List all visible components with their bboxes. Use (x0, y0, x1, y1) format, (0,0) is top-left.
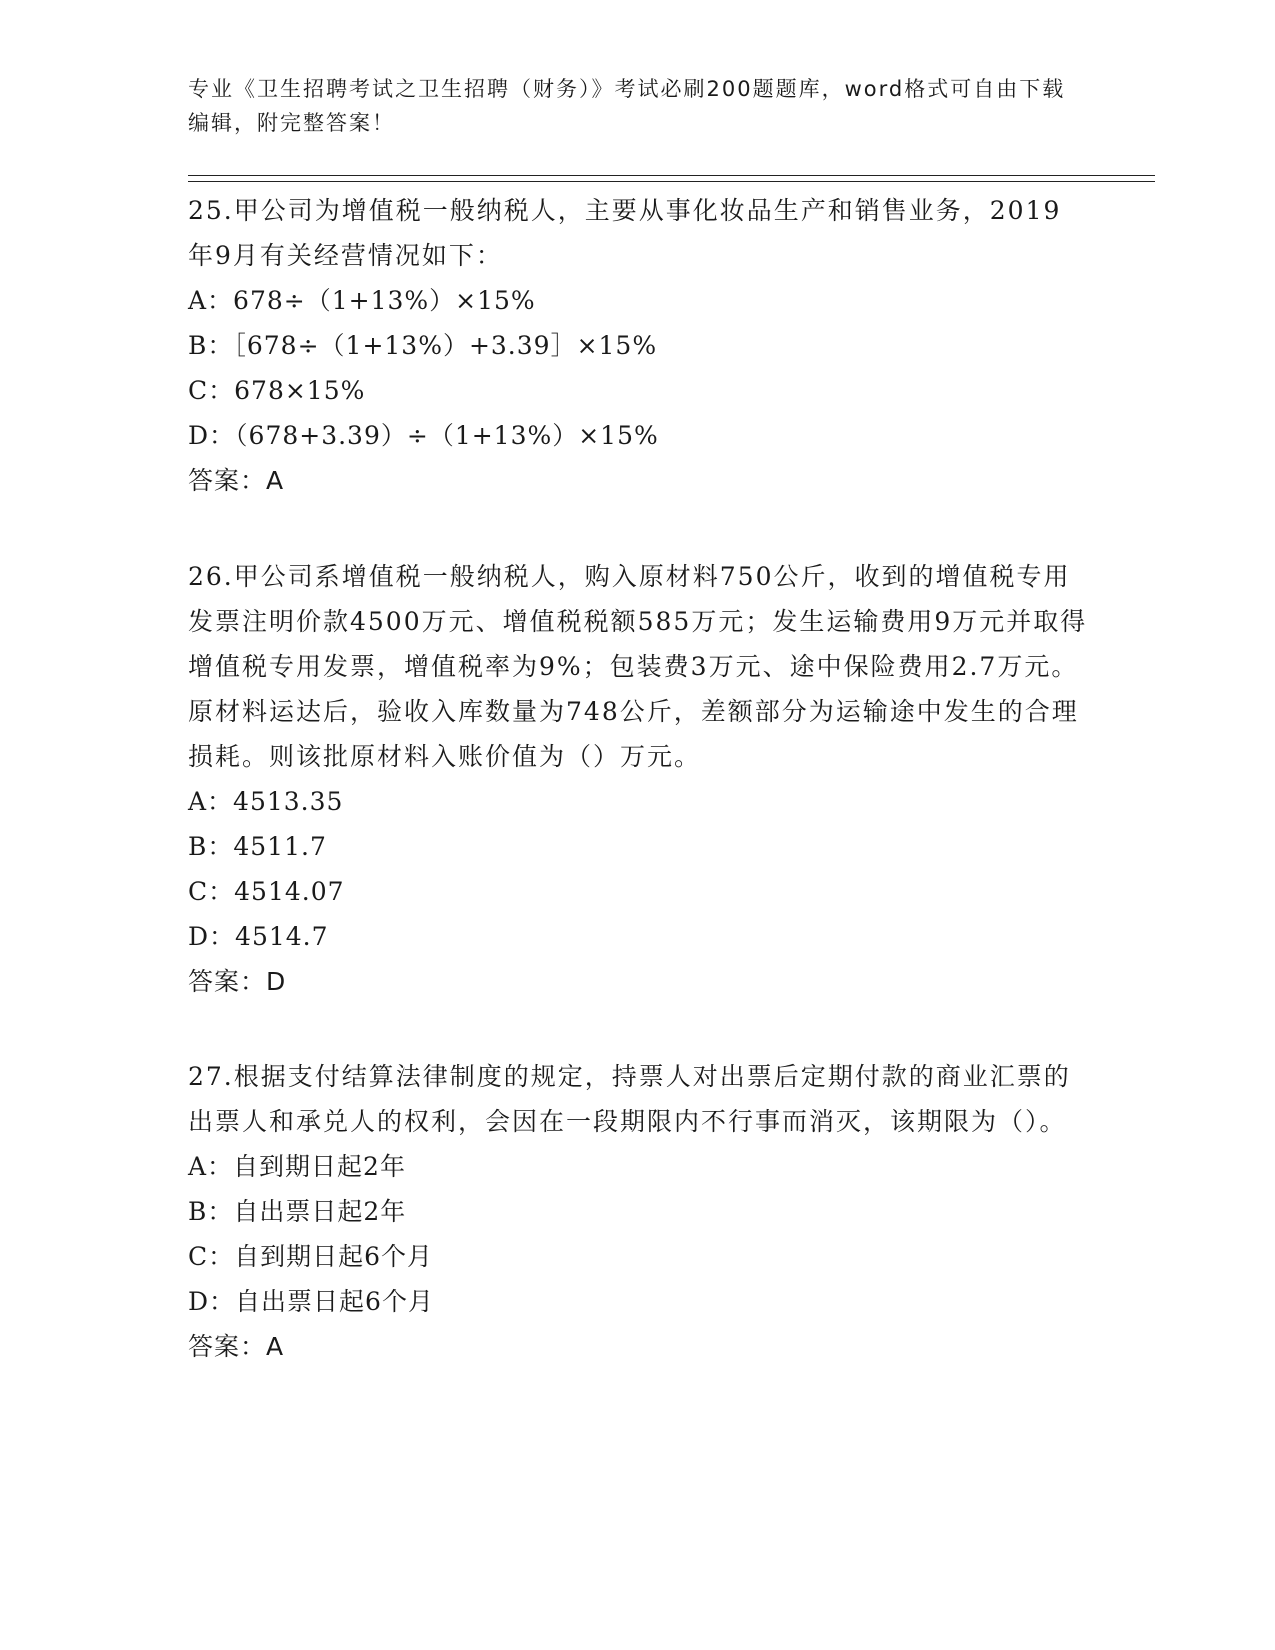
option-c: C：4514.07 (188, 877, 345, 906)
answer: 答案：A (188, 466, 285, 495)
question-25 (188, 188, 1088, 503)
question-stem: 25.甲公司为增值税一般纳税人，主要从事化妆品生产和销售业务，2019年9月有关经营情况如下： (188, 196, 1062, 270)
option-a: A：4513.35 (188, 787, 344, 816)
option-a: A：自到期日起2年 (188, 1152, 406, 1181)
question-stem: 26.甲公司系增值税一般纳税人，购入原材料750公斤，收到的增值税专用发票注明价款4500万元、增值税税额585万元；发生运输费用9万元并取得增值税专用发票，增值税率为9%；包装费3万元、途中保险费用2.7万元。原材料运达后，验收入库数量为748公斤，差额部分为运输途中发生的合理损耗。则该批原材料入账价值为（）万元。 (188, 562, 1088, 771)
option-d: D：（678+3.39）÷（1+13%）×15% (188, 421, 659, 450)
option-a: A：678÷（1+13%）×15% (188, 286, 536, 315)
option-d: D：4514.7 (188, 922, 329, 951)
document-header: 专业《卫生招聘考试之卫生招聘（财务）》考试必刷200题题库，word格式可自由下载编辑，附完整答案！ (188, 77, 1066, 135)
question-27 (188, 1054, 1088, 1369)
question-26 (188, 554, 1088, 1004)
option-b: B：4511.7 (188, 832, 327, 861)
option-c: C：自到期日起6个月 (188, 1242, 434, 1271)
question-stem: 27.根据支付结算法律制度的规定，持票人对出票后定期付款的商业汇票的出票人和承兑人的权利，会因在一段期限内不行事而消灭，该期限为（）。 (188, 1062, 1071, 1136)
header-divider-top (188, 175, 1155, 176)
option-d: D：自出票日起6个月 (188, 1287, 434, 1316)
answer: 答案：D (188, 967, 287, 996)
option-b: B：［678÷（1+13%）+3.39］×15% (188, 331, 658, 360)
header-divider-bottom (188, 181, 1155, 182)
option-b: B：自出票日起2年 (188, 1197, 407, 1226)
answer: 答案：A (188, 1332, 285, 1361)
option-c: C：678×15% (188, 376, 366, 405)
